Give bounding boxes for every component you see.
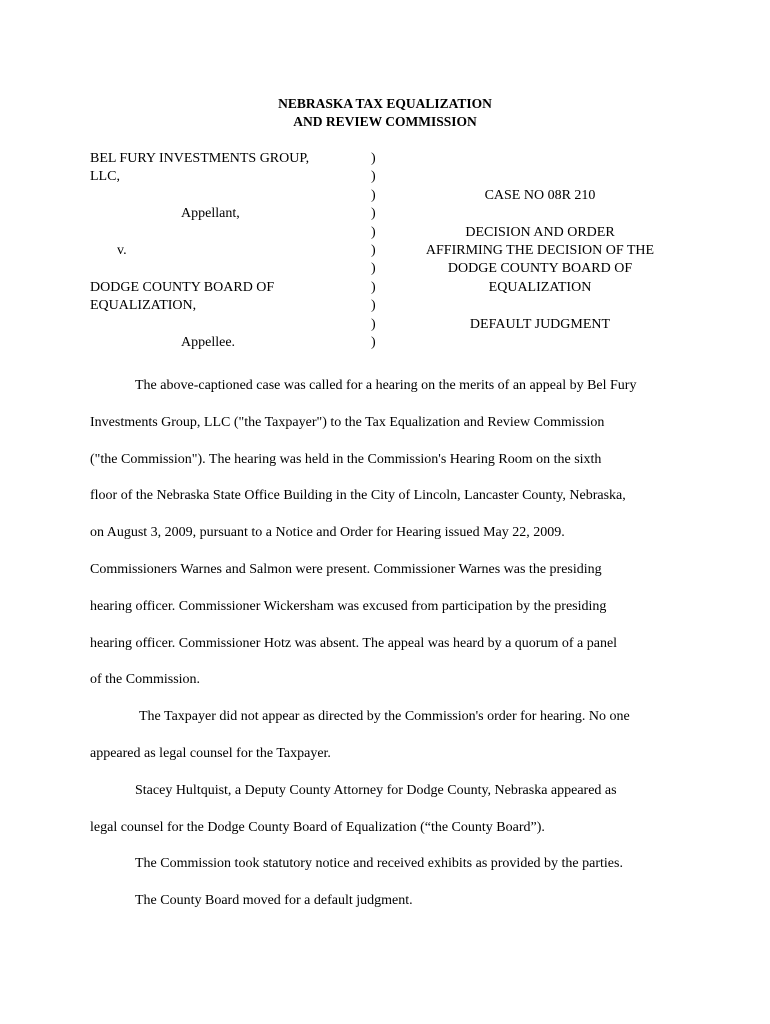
caption-spacer xyxy=(90,187,360,205)
body-line: The above-captioned case was called for a hearing on the merits of an appeal by Bel Fury xyxy=(135,378,637,393)
paren-mark: ) xyxy=(371,334,376,350)
body-line: legal counsel for the Dodge County Board of Equalization (“the County Board”). xyxy=(90,819,545,835)
order-body xyxy=(90,368,680,920)
appellant-role: Appellant, xyxy=(181,206,240,222)
paren-mark: ) xyxy=(371,261,376,277)
caption-spacer xyxy=(405,205,675,223)
decision-line-2: AFFIRMING THE DECISION OF THE xyxy=(425,242,655,258)
decision-line-1: DECISION AND ORDER xyxy=(465,224,615,240)
body-line: Stacey Hultquist, a Deputy County Attorney for Dodge County, Nebraska appeared as xyxy=(135,782,617,798)
body-line: appeared as legal counsel for the Taxpayer. xyxy=(90,745,331,761)
body-line: hearing officer. Commissioner Wickersham was excused from participation by the presiding xyxy=(90,598,607,614)
paren-mark: ) xyxy=(371,169,376,185)
body-line: of the Commission. xyxy=(90,672,201,688)
body-line: hearing officer. Commissioner Hotz was absent. The appeal was heard by a quorum of a panel xyxy=(90,635,618,651)
appellee-role: Appellee. xyxy=(181,335,236,350)
heading-line-1: NEBRASKA TAX EQUALIZATION xyxy=(278,96,492,111)
body-line: Commissioners Warnes and Salmon were present. Commissioner Warnes was the presiding xyxy=(90,561,602,577)
case-number: CASE NO 08R 210 xyxy=(484,187,596,203)
decision-line-3: DODGE COUNTY BOARD OF xyxy=(447,261,633,277)
paren-mark: ) xyxy=(371,187,376,203)
paren-mark: ) xyxy=(371,151,376,166)
appellant-name-line-2: LLC, xyxy=(90,169,120,185)
body-line: floor of the Nebraska State Office Building in the City of Lincoln, Lancaster County, Nebraska, xyxy=(90,488,626,504)
caption-parenthesis-column xyxy=(371,150,383,352)
judgment-type: DEFAULT JUDGMENT xyxy=(469,316,611,332)
body-line: The Taxpayer did not appear as directed by the Commission's order for hearing. No one xyxy=(139,709,630,725)
paren-mark: ) xyxy=(371,316,376,332)
appellee-name-line-2: EQUALIZATION, xyxy=(90,298,197,314)
paren-mark: ) xyxy=(371,206,376,222)
caption-spacer xyxy=(90,316,360,334)
decision-line-4: EQUALIZATION xyxy=(488,279,592,295)
parties-block xyxy=(90,150,360,352)
appellee-name-line-1: DODGE COUNTY BOARD OF xyxy=(90,279,275,295)
caption-spacer xyxy=(90,260,360,278)
caption-spacer xyxy=(405,297,675,315)
case-caption xyxy=(0,150,770,350)
paren-mark: ) xyxy=(371,224,376,240)
caption-spacer xyxy=(405,168,675,186)
body-line: Investments Group, LLC ("the Taxpayer") to the Tax Equalization and Review Commission xyxy=(90,414,605,430)
caption-spacer xyxy=(90,224,360,242)
versus-label: v. xyxy=(117,243,127,258)
body-line: ("the Commission"). The hearing was held in the Commission's Hearing Room on the sixth xyxy=(90,451,602,467)
document-heading xyxy=(0,95,770,131)
caption-spacer xyxy=(405,150,675,168)
body-line: on August 3, 2009, pursuant to a Notice and Order for Hearing issued May 22, 2009. xyxy=(90,525,565,541)
case-info-block xyxy=(405,150,675,334)
appellant-name-line-1: BEL FURY INVESTMENTS GROUP, xyxy=(90,151,310,166)
body-line: The Commission took statutory notice and received exhibits as provided by the parties. xyxy=(135,856,623,872)
paren-mark: ) xyxy=(371,242,376,258)
body-line: The County Board moved for a default judgment. xyxy=(135,893,413,909)
heading-line-2: AND REVIEW COMMISSION xyxy=(293,114,477,129)
paren-mark: ) xyxy=(371,279,376,295)
paren-mark: ) xyxy=(371,298,376,314)
